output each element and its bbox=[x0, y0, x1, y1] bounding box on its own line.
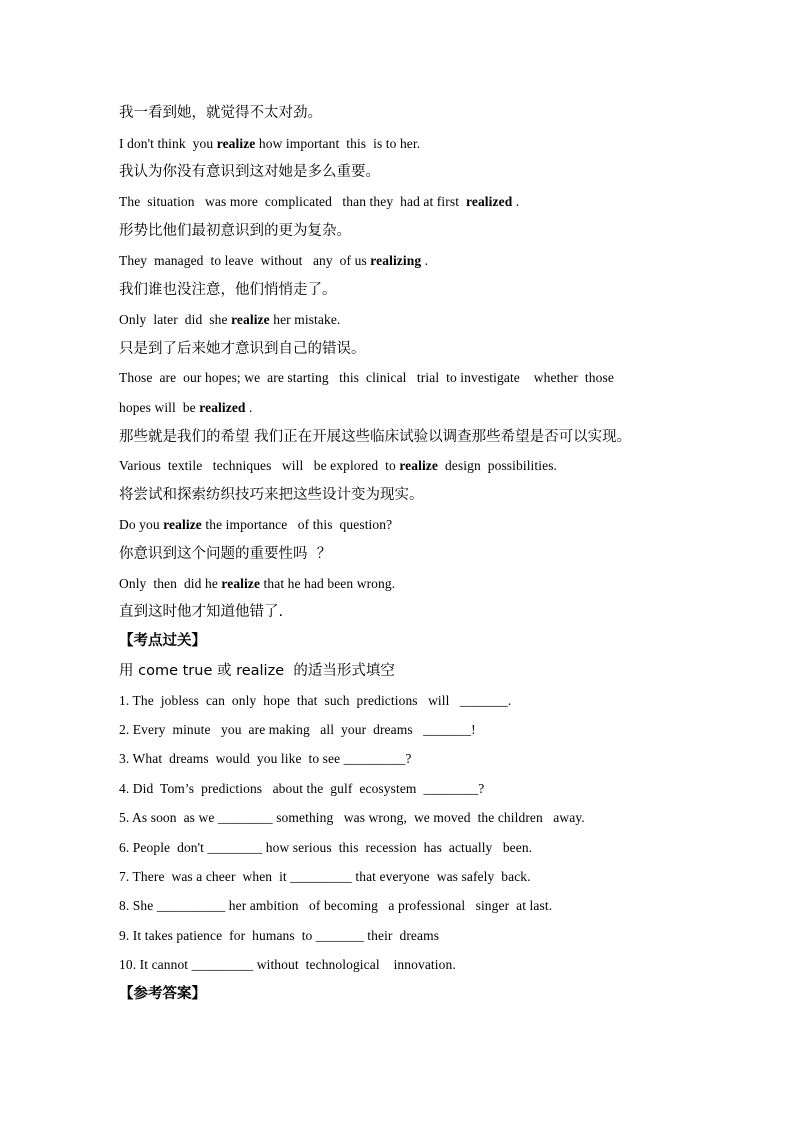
exercise-item-1: 1. The jobless can only hope that such predictions will _______. bbox=[119, 693, 512, 708]
keyword-bold: realize bbox=[221, 576, 261, 591]
example-en-3 bbox=[119, 251, 428, 271]
example-cn-7: 将尝试和探索纺织技巧来把这些设计变为现实。 bbox=[119, 487, 424, 503]
keyword-bold: realize bbox=[163, 517, 202, 532]
section-heading-practice: 【考点过关】 bbox=[119, 633, 206, 649]
example-cn-2: 我认为你没有意识到这对她是多么重要。 bbox=[119, 164, 380, 180]
exercise-item-9: 9. It takes patience for humans to _______ their dreams bbox=[119, 928, 440, 943]
example-cn-5: 只是到了后来她才意识到自己的错误。 bbox=[119, 341, 366, 357]
keyword-bold: realized bbox=[199, 400, 246, 415]
text-pre: Only then did he bbox=[119, 576, 222, 591]
keyword-bold: realizing bbox=[370, 253, 422, 268]
example-en-6 bbox=[119, 456, 557, 476]
exercise-item-2: 2. Every minute you are making all your dreams _______! bbox=[119, 722, 476, 737]
exercise-item-7: 7. There was a cheer when it _________ that everyone was safely back. bbox=[119, 869, 531, 884]
text-post: that he had been wrong. bbox=[260, 576, 396, 591]
example-cn-8: 你意识到这个问题的重要性吗 ？ bbox=[119, 546, 332, 562]
text-post: . bbox=[512, 194, 520, 209]
exercise-item-6: 6. People don't ________ how serious this recession has actually been. bbox=[119, 840, 533, 855]
exercise-item-8: 8. She __________ her ambition of becoming a professional singer at last. bbox=[119, 898, 553, 913]
text-post: . bbox=[421, 253, 429, 268]
exercise-item-5: 5. As soon as we ________ something was wrong, we moved the children away. bbox=[119, 810, 585, 825]
example-en-1 bbox=[119, 134, 420, 154]
text-post: . bbox=[245, 400, 253, 415]
section-heading-answers: 【参考答案】 bbox=[119, 986, 206, 1002]
example-cn-4: 我们谁也没注意，他们悄悄走了。 bbox=[119, 282, 337, 298]
text-pre: I don't think you bbox=[119, 136, 217, 151]
example-cn-1: 我一看到她，就觉得不太对劲。 bbox=[119, 105, 322, 121]
keyword-bold: realize bbox=[399, 458, 438, 473]
example-cn-6: 那些就是我们的希望 我们正在开展这些临床试验以调查那些希望是否可以实现。 bbox=[119, 429, 632, 445]
example-en-8 bbox=[119, 574, 395, 594]
text-pre: They managed to leave without any of us bbox=[119, 253, 371, 268]
exercise-item-3: 3. What dreams would you like to see _________? bbox=[119, 751, 412, 766]
keyword-bold: realize bbox=[216, 136, 256, 151]
text-pre: hopes will be bbox=[119, 400, 200, 415]
example-cn-9: 直到这时他才知道他错了. bbox=[119, 604, 284, 620]
example-cn-3: 形势比他们最初意识到的更为复杂。 bbox=[119, 223, 351, 239]
example-en-4 bbox=[119, 310, 340, 330]
exercise-item-4: 4. Did Tom’s predictions about the gulf ecosystem ________? bbox=[119, 781, 485, 796]
example-en-5a bbox=[119, 368, 614, 388]
text-pre: Those are our hopes; we are starting this clinical trial to investigate whether those bbox=[119, 370, 614, 385]
exercise-instruction: 用 come true 或 realize 的适当形式填空 bbox=[119, 663, 395, 679]
example-en-7 bbox=[119, 515, 392, 535]
text-pre: Only later did she bbox=[119, 312, 232, 327]
example-en-2 bbox=[119, 192, 519, 212]
exercise-item-10: 10. It cannot _________ without technological innovation. bbox=[119, 957, 456, 972]
text-pre: Do you bbox=[119, 517, 164, 532]
example-en-5b bbox=[119, 398, 253, 418]
text-post: how important this is to her. bbox=[255, 136, 421, 151]
text-pre: Various textile techniques will be explored to bbox=[119, 458, 400, 473]
text-post: the importance of this question? bbox=[201, 517, 393, 532]
keyword-bold: realized bbox=[466, 194, 513, 209]
text-pre: The situation was more complicated than they had at first bbox=[119, 194, 467, 209]
text-post: design possibilities. bbox=[438, 458, 558, 473]
text-post: her mistake. bbox=[269, 312, 341, 327]
keyword-bold: realize bbox=[231, 312, 270, 327]
